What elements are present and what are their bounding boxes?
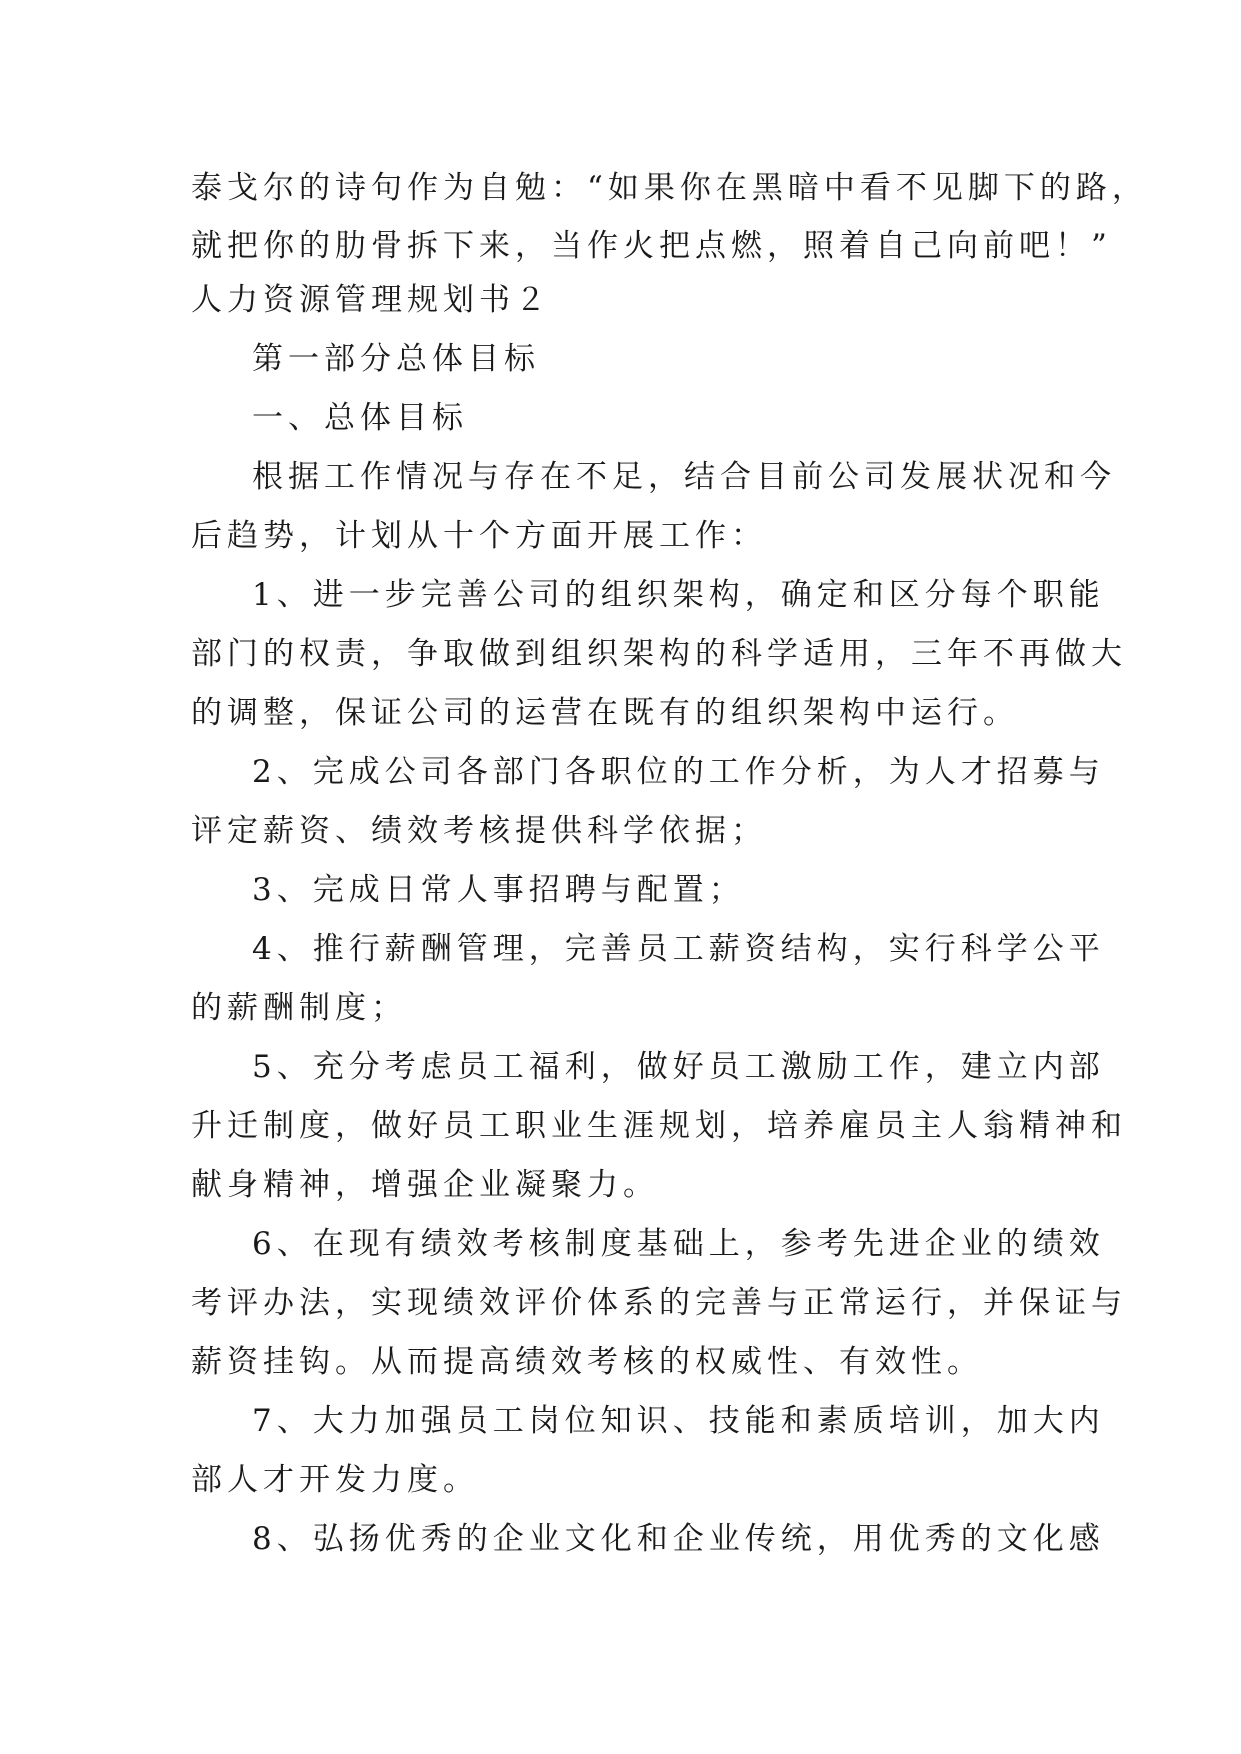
part-heading: 第一部分总体目标: [252, 341, 540, 377]
list-item-line: 2、完成公司各部门各职位的工作分析，为人才招募与: [252, 754, 1105, 790]
list-item-line: 部门的权责，争取做到组织架构的科学适用，三年不再做大: [191, 636, 1127, 672]
list-item-line: 1、进一步完善公司的组织架构，确定和区分每个职能: [252, 577, 1105, 613]
list-item-line: 5、充分考虑员工福利，做好员工激励工作，建立内部: [252, 1049, 1105, 1085]
list-item-line: 献身精神，增强企业凝聚力。: [191, 1167, 659, 1203]
text-line: 就把你的肋骨拆下来，当作火把点燃，照着自己向前吧！”: [191, 228, 1112, 264]
list-item-line: 薪资挂钩。从而提高绩效考核的权威性、有效性。: [191, 1344, 983, 1380]
list-item-line: 考评办法，实现绩效评价体系的完善与正常运行，并保证与: [191, 1285, 1127, 1321]
list-item-line: 的调整，保证公司的运营在既有的组织架构中运行。: [191, 695, 1019, 731]
list-item-line: 8、弘扬优秀的企业文化和企业传统，用优秀的文化感: [252, 1521, 1105, 1557]
list-item-line: 评定薪资、绩效考核提供科学依据；: [191, 813, 767, 849]
list-item-line: 的薪酬制度；: [191, 990, 407, 1026]
section-heading: 人力资源管理规划书２: [191, 282, 551, 318]
paragraph-line: 根据工作情况与存在不足，结合目前公司发展状况和今: [252, 459, 1116, 495]
subsection-heading: 一、总体目标: [252, 400, 468, 436]
list-item-line: 3、完成日常人事招聘与配置；: [252, 872, 745, 908]
list-item-line: 部人才开发力度。: [191, 1462, 479, 1498]
list-item-line: 升迁制度，做好员工职业生涯规划，培养雇员主人翁精神和: [191, 1108, 1127, 1144]
list-item-line: 4、推行薪酬管理，完善员工薪资结构，实行科学公平: [252, 931, 1105, 967]
paragraph-line: 后趋势，计划从十个方面开展工作：: [191, 518, 767, 554]
text-line: 泰戈尔的诗句作为自勉：“如果你在黑暗中看不见脚下的路，: [191, 170, 1148, 206]
list-item-line: 6、在现有绩效考核制度基础上，参考先进企业的绩效: [252, 1226, 1105, 1262]
list-item-line: 7、大力加强员工岗位知识、技能和素质培训，加大内: [252, 1403, 1105, 1439]
